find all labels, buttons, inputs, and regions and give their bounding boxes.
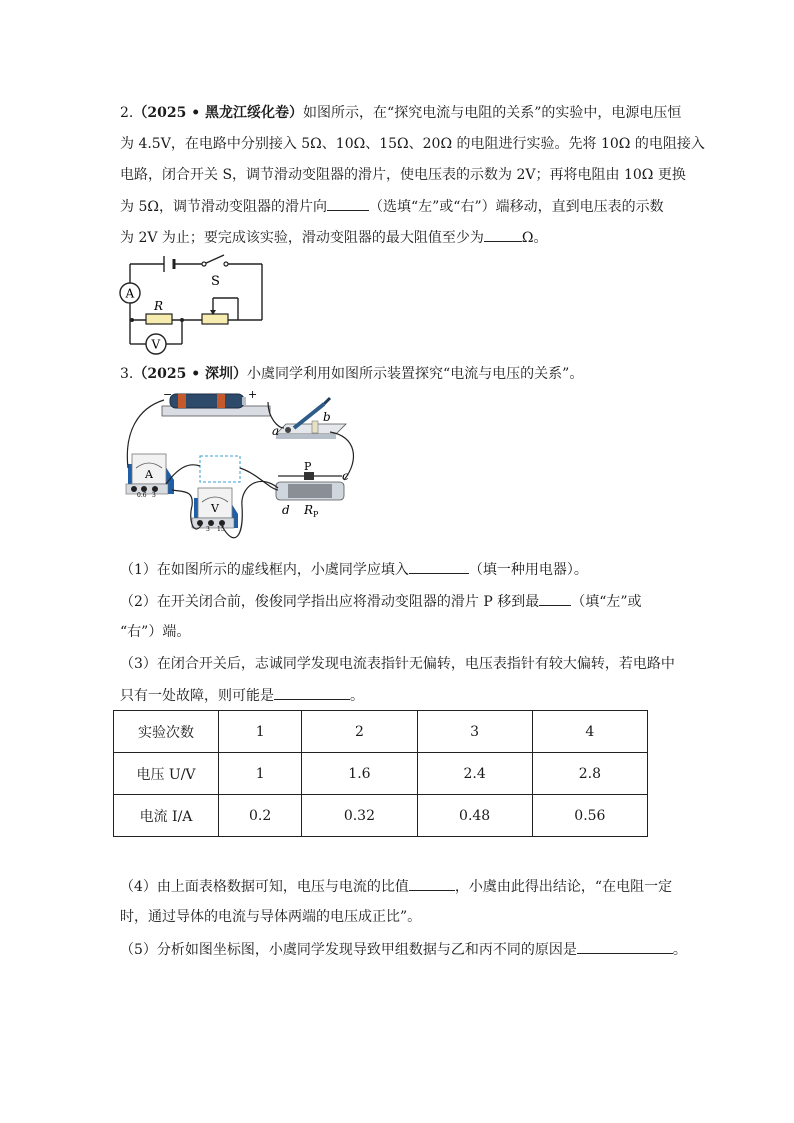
q3-source: （2025 • 深圳） <box>133 366 248 382</box>
q3-sub4-cont: 时，通过导体的电流与导体两端的电压成正比”。 <box>120 909 422 925</box>
q3-sub3-text-c: 。 <box>350 688 364 704</box>
q2-circuit-diagram <box>112 250 272 360</box>
q3-sub1 <box>120 559 588 580</box>
q2-switch-label: S <box>211 274 220 289</box>
battery-plus-label: + <box>248 388 258 401</box>
q2-rheostat <box>202 314 228 324</box>
battery-minus-label: − <box>163 388 173 401</box>
q3-blank-device[interactable] <box>409 559 469 574</box>
q3-sub2-text-a: （2）在开关闭合前，俊俊同学指出应将滑动变阻器的滑片 P 移到最 <box>120 594 540 610</box>
q2-text-1: 如图所示，在“探究电流与电阻的关系”的实验中，电源电压恒 <box>303 105 682 121</box>
q3-blank-slider-end[interactable] <box>539 591 571 606</box>
label-a: a <box>272 424 280 438</box>
q3-sub4-text-a: （4）由上面表格数据可知，电压与电流的比值 <box>120 879 409 895</box>
q2-text-5b: Ω。 <box>521 230 548 246</box>
table-header-trials: 实验次数 <box>114 711 219 753</box>
q3-sub4 <box>120 876 672 897</box>
table-cell: 0.48 <box>417 795 532 837</box>
label-b: b <box>323 410 331 424</box>
q2-text-4a: 为 5Ω，调节滑动变阻器的滑片向 <box>120 199 327 215</box>
table-cell: 4 <box>532 711 647 753</box>
q2-line-5 <box>120 227 548 248</box>
voltmeter-label: V <box>211 502 219 515</box>
q3-sub3-text-b: 只有一处故障，则可能是 <box>120 688 274 704</box>
q3-blank-ratio[interactable] <box>409 876 455 891</box>
q2-text-4b: （选填“左”或“右”）端移动，直到电压表的示数 <box>368 199 664 215</box>
q3-blank-reason[interactable] <box>577 939 673 954</box>
ammeter-terminal-06: 0.6 <box>137 492 147 499</box>
q2-voltmeter-label: V <box>151 337 161 352</box>
table-header-current: 电流 I/A <box>114 795 219 837</box>
table-cell: 2.8 <box>532 753 647 795</box>
q3-sub2 <box>120 591 642 612</box>
label-d: d <box>282 503 290 517</box>
ammeter-label: A <box>145 468 153 481</box>
q2-line-3: 电路，闭合开关 S，调节滑动变阻器的滑片，使电压表的示数为 2V；再将电阻由 10Ω 更换 <box>120 167 686 183</box>
q2-line-1 <box>120 103 681 123</box>
ammeter-terminal-3: 3 <box>152 492 156 499</box>
q3-sub1-text-a: （1）在如图所示的虚线框内，小虞同学应填入 <box>120 562 409 578</box>
voltmeter-terminal-15: 15 <box>217 526 225 533</box>
experiment-data-table <box>113 710 648 837</box>
table-cell: 1 <box>219 711 302 753</box>
table-cell: 1 <box>219 753 302 795</box>
table-cell: 0.32 <box>302 795 417 837</box>
q3-intro: 小虞同学利用如图所示装置探究“电流与电压的关系”。 <box>247 366 584 382</box>
q2-blank-direction[interactable] <box>327 196 369 211</box>
q2-blank-resistance[interactable] <box>484 227 522 242</box>
q3-sub5-text-a: （5）分析如图坐标图，小虞同学发现导致甲组数据与乙和丙不同的原因是 <box>120 942 577 958</box>
table-row-current <box>114 795 648 837</box>
q2-text-5a: 为 2V 为止；要完成该实验，滑动变阻器的最大阻值至少为 <box>120 230 484 246</box>
q2-number: 2. <box>120 105 134 121</box>
q3-apparatus-illustration <box>118 388 362 552</box>
q2-line-2: 为 4.5V，在电路中分别接入 5Ω、10Ω、15Ω、20Ω 的电阻进行实验。先将 10Ω 的电阻接入 <box>120 136 705 152</box>
rheostat-label: $R_P$ <box>304 503 319 519</box>
slider-p-label: P <box>304 460 312 473</box>
q3-sub2-text-b: （填“左”或 <box>571 594 642 610</box>
q2-resistor-r <box>146 314 172 324</box>
table-row-trials <box>114 711 648 753</box>
table-cell: 1.6 <box>302 753 417 795</box>
q2-line-4 <box>120 196 664 217</box>
q2-ammeter-label: A <box>125 286 135 301</box>
table-header-voltage: 电压 U/V <box>114 753 219 795</box>
q3-number: 3. <box>120 366 134 382</box>
device-dashed-box <box>200 456 240 482</box>
q3-sub5-text-b: 。 <box>672 942 687 958</box>
table-cell: 0.2 <box>219 795 302 837</box>
voltmeter-terminal-3: 3 <box>206 526 210 533</box>
q2-source: （2025 • 黑龙江绥化卷） <box>133 105 304 121</box>
table-cell: 2 <box>302 711 417 753</box>
q3-blank-fault[interactable] <box>274 685 350 700</box>
q3-line-1 <box>120 364 583 384</box>
label-c: c <box>342 469 349 483</box>
q2-resistor-label: R <box>154 299 164 313</box>
table-row-voltage <box>114 753 648 795</box>
q3-sub2-cont: “右”）端。 <box>120 624 191 640</box>
q3-sub3-cont <box>120 685 364 706</box>
q3-sub5 <box>120 939 687 960</box>
table-cell: 3 <box>417 711 532 753</box>
q3-sub3: （3）在闭合开关后，志诚同学发现电流表指针无偏转，电压表指针有较大偏转，若电路中 <box>120 656 675 672</box>
table-cell: 2.4 <box>417 753 532 795</box>
q3-sub1-text-b: （填一种用电器）。 <box>468 562 588 578</box>
table-cell: 0.56 <box>532 795 647 837</box>
q3-sub4-text-b: ，小虞由此得出结论，“在电阻一定 <box>454 879 673 895</box>
